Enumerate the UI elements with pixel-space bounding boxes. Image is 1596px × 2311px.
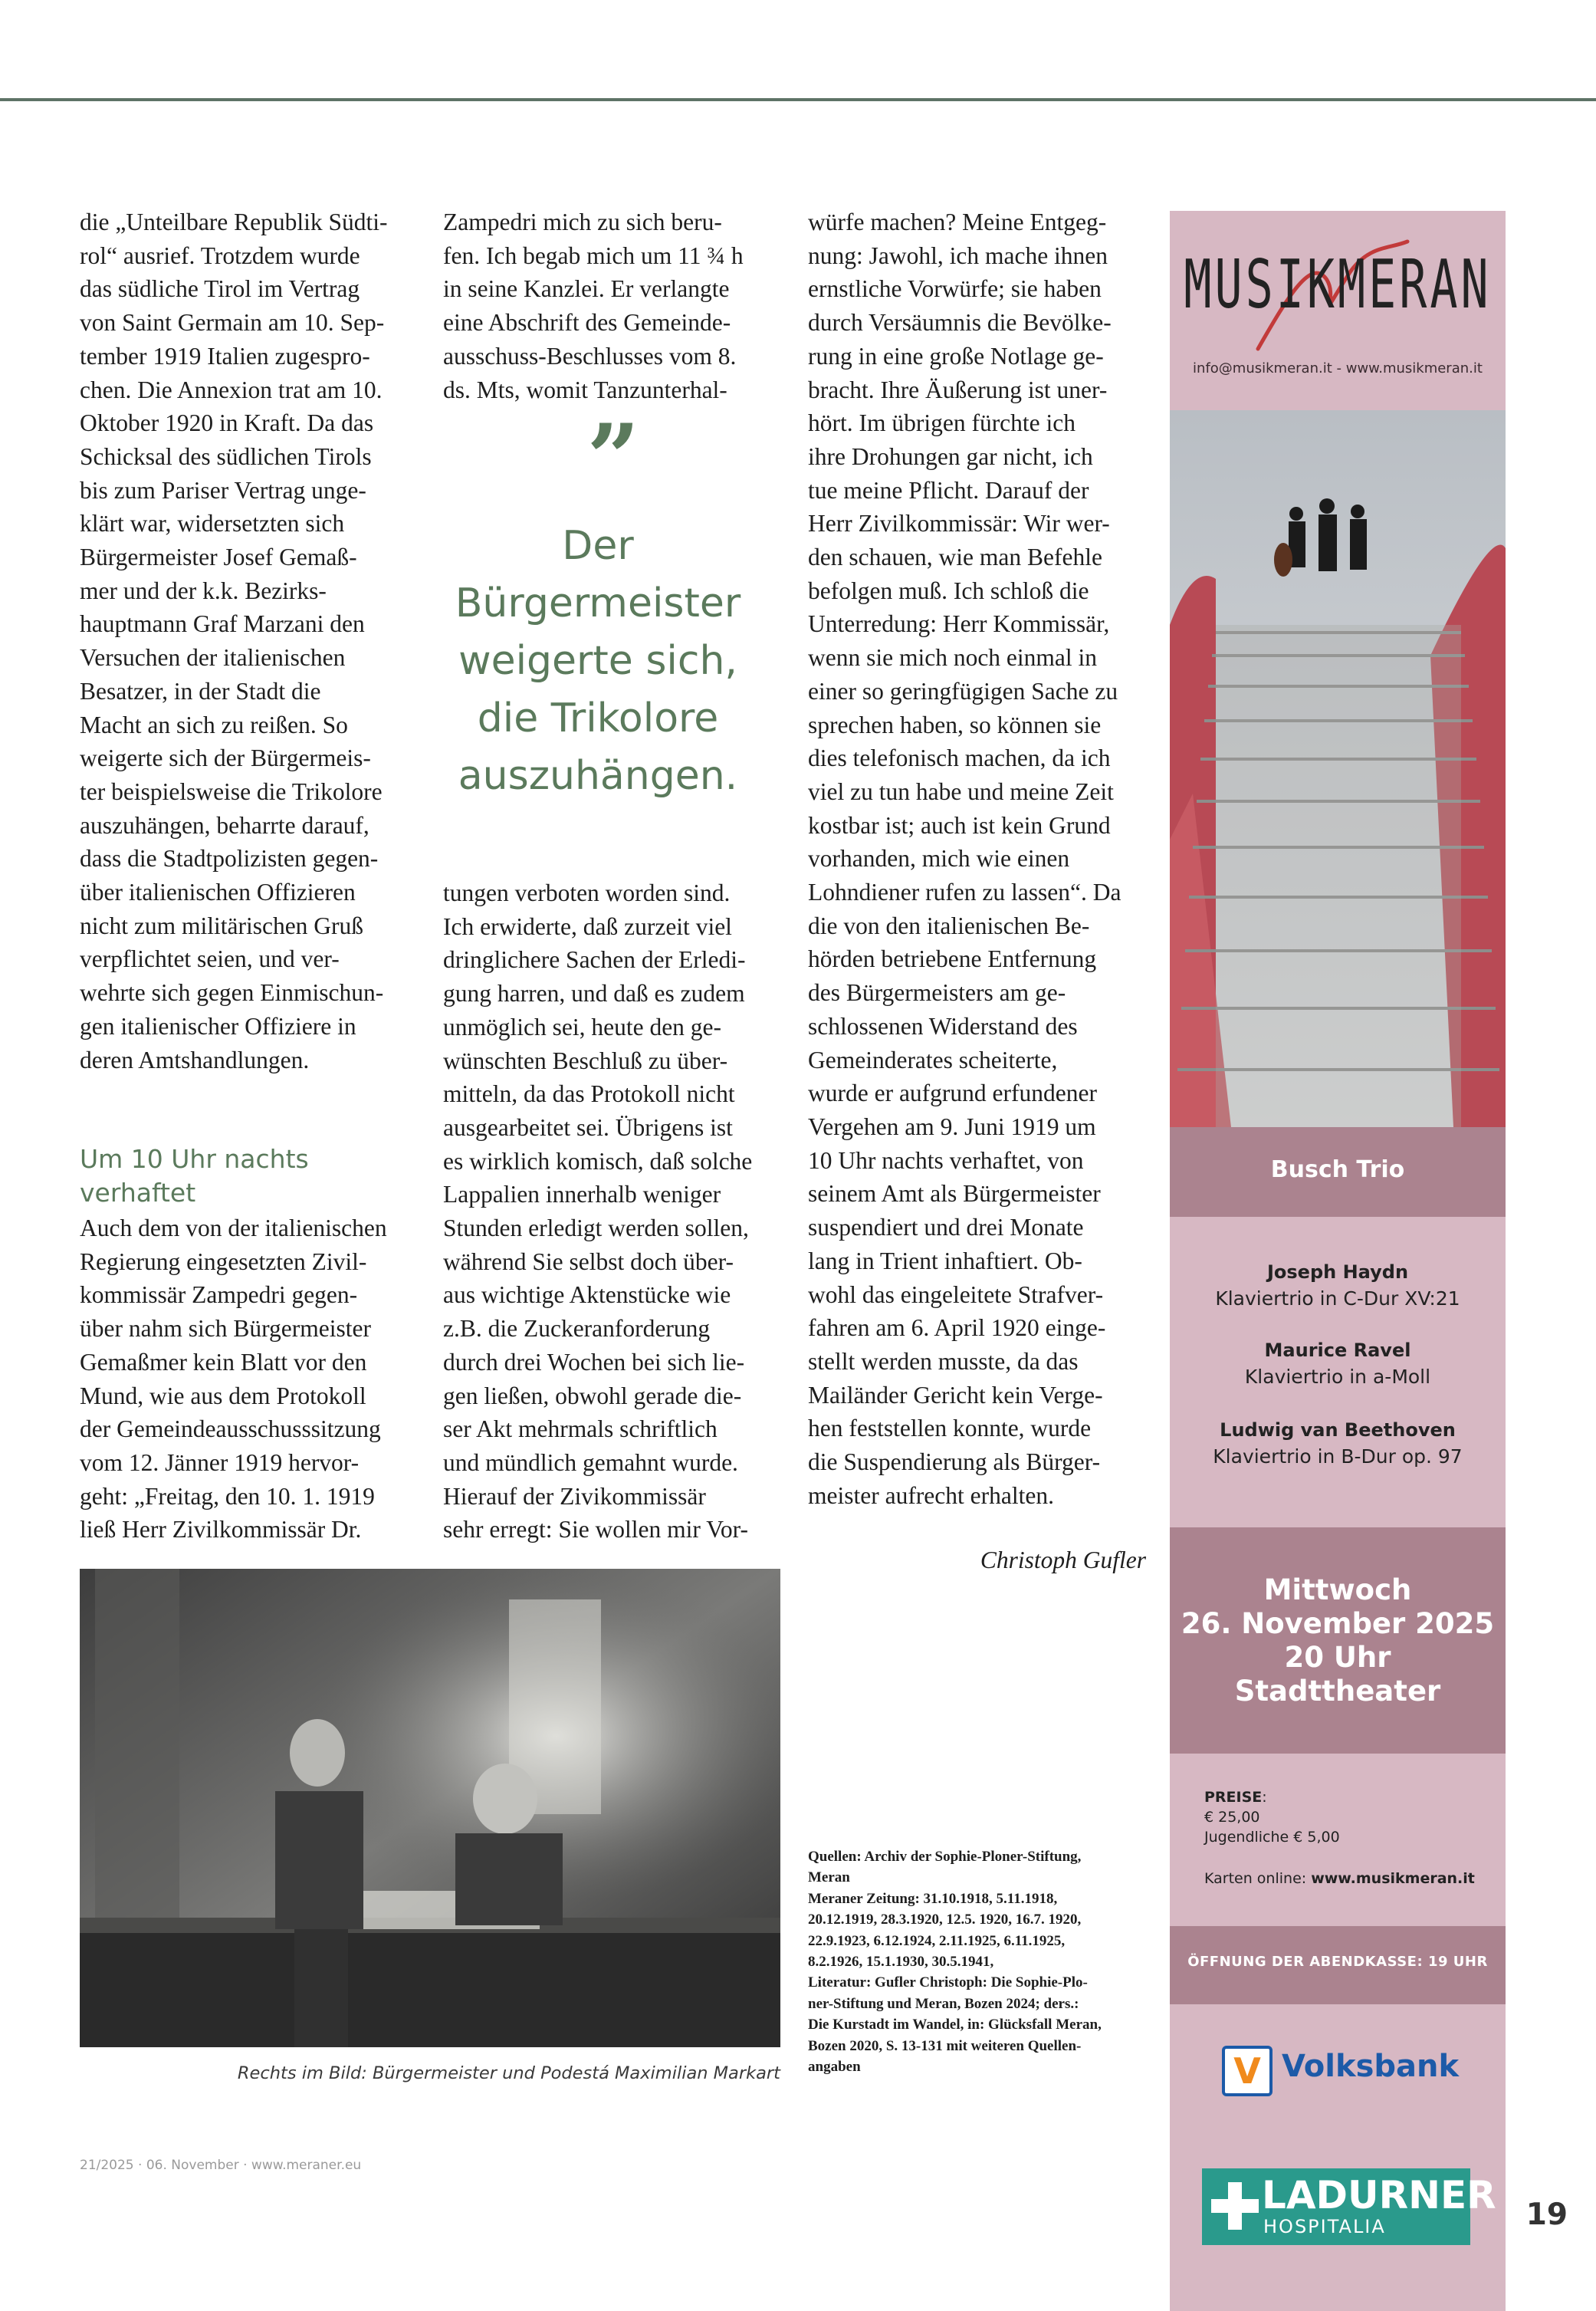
date-venue: Stadttheater [1234,1675,1441,1708]
tickets-link[interactable]: www.musikmeran.it [1311,1870,1475,1887]
top-rule [0,98,1596,101]
volksbank-name: Volksbank [1282,2049,1460,2084]
program-composer: Joseph Haydn [1266,1261,1409,1283]
photo-caption: Rechts im Bild: Bürgermeister und Podestá Maximilian Markart [237,2063,780,2083]
subheading: Um 10 Uhr nachts verhaftet [80,1144,309,1208]
program-list [1170,1217,1506,1527]
ladurner-logo [1202,2168,1496,2245]
date-day: 26. November 2025 [1181,1607,1495,1640]
ad-title-band [1170,1127,1506,1217]
concert-advertisement [1170,211,1506,2237]
date-band [1170,1527,1506,1754]
historic-photo [80,1569,780,2047]
date-weekday: Mittwoch [1263,1573,1412,1606]
volksbank-v-icon: V [1222,2046,1273,2096]
program-piece: Klaviertrio in C-Dur XV:21 [1215,1287,1460,1310]
quote-mark-icon: ” [586,404,640,512]
column-2-text-bottom: tungen verboten worden sind. Ich erwiderte, daß zurzeit viel dringlichere Sachen der Erledi- gung harren, und daß es zudem unmöglich sei, heute den ge- wünschten Beschluß zu über- mitteln, da das Protokoll nicht ausgearbeitet sei. Übrigens ist es wirklich komisch, daß solche Lappalien innerhalb weniger Stunden erledigt werden sollen, während Sie selbst doch über- aus wichtige Aktenstücke wie z.B. die Zuckeranforderung durch drei Wochen bei sich lie- gen ließen, obwohl gerade die- ser Akt mehrmals schriftlich und mündlich gemahnt wurde. Hierauf der Zivikommissär sehr erregt: Sie wollen mir Vor- [443,879,753,1543]
footer-info: 21/2025 · 06. November · www.meraner.eu [80,2158,362,2173]
sponsors [1170,2004,1506,2311]
trio-photo [1170,410,1506,1127]
author-byline: Christoph Gufler [980,1547,1146,1573]
ladurner-sub: HOSPITALIA [1263,2216,1386,2237]
musikmeran-logo [1170,211,1506,410]
program-composer: Maurice Ravel [1264,1340,1411,1361]
price-full: € 25,00 [1204,1809,1260,1826]
volksbank-logo [1222,2041,1460,2102]
box-office-hours: ÖFFNUNG DER ABENDKASSE: 19 UHR [1187,1954,1488,1970]
program-piece: Klaviertrio in B-Dur op. 97 [1213,1445,1463,1468]
musikmeran-wordmark: MUSIKMERAN [1184,246,1492,324]
ad-contact: info@musikmeran.it - www.musikmeran.it [1193,360,1483,376]
box-office-band [1170,1926,1506,2004]
column-2-text-top: Zampedri mich zu sich beru- fen. Ich begab mich um 11 ¾ h in seine Kanzlei. Er verlangte eine Abschrift des Gemeinde- ausschuss-Beschlusses vom 8. ds. Mts, womit Tanzunterhal- [443,209,744,403]
program-composer: Ludwig van Beethoven [1220,1419,1456,1441]
price-youth: Jugendliche € 5,00 [1204,1829,1340,1846]
column-1-text-continued: Auch dem von der italienischen Regierung eingesetzten Zivil- kommissär Zampedri gegen- über nahm sich Bürgermeister Gemaßmer kein Blatt vor den Mund, wie aus dem Protokoll der Gemeindeausschusssitzung vom 12. Jänner 1919 hervor- geht: „Freitag, den 10. 1. 1919 ließ Herr Zivilkommissär Dr. [80,1215,387,1543]
cross-icon [1211,2182,1259,2230]
ladurner-name: LADURNER [1262,2173,1496,2217]
tickets-online: Karten online: www.musikmeran.it [1204,1870,1475,1887]
price-label: PREISE: [1204,1789,1267,1806]
ad-title: Busch Trio [1270,1156,1405,1183]
pull-quote: Der Bürgermeister weigerte sich, die Trikolore auszuhängen. [455,523,741,799]
page-number: 19 [1525,2198,1568,2232]
program-piece: Klaviertrio in a-Moll [1244,1366,1431,1388]
column-3-text: würfe machen? Meine Entgeg- nung: Jawohl, ich mache ihnen ernstliche Vorwürfe; sie haben durch Versäumnis die Bevölke- rung in eine große Notlage ge- bracht. Ihre Äußerung ist uner- hört. Im übrigen fürchte ich ihre Drohungen gar nicht, ich tue meine Pflicht. Darauf der Herr Zivilkommissär: Wir wer- den schauen, wie man Befehle befolgen muß. Ich schloß die Unterredung: Herr Kommissär, wenn sie mich noch einmal in einer so geringfügigen Sache zu sprechen haben, so können sie dies telefonisch machen, da ich viel zu tun habe und meine Zeit kostbar ist; auch ist kein Grund vorhanden, mich wie einen Lohndiener rufen zu lassen“. Da die von den italienischen Be- hörden betriebene Entfernung des Bürgermeisters am ge- schlossenen Widerstand des Gemeinderates scheiterte, wurde er aufgrund erfundener Vergehen am 9. Juni 1919 um 10 Uhr nachts verhaftet, von seinem Amt als Bürgermeister suspendiert und drei Monate lang in Trient inhaftiert. Ob- wohl das eingeleitete Strafver- fahren am 6. April 1920 einge- stellt werden musste, da das Mailänder Gericht kein Verge- hen feststellen konnte, wurde die Suspendierung als Bürger- meister aufrecht erhalten. [808,209,1121,1509]
sources-note: Quellen: Archiv der Sophie-Ploner-Stiftung, Meran Meraner Zeitung: 31.10.1918, 5.11.1918, 20.12.1919, 28.3.1920, 12.5. 1920, 16.7. 1920, 22.9.1923, 6.12.1924, 2.11.1925, 6.11.1925, 8.2.1926, 15.1.1930, 30.5.1941, Literatur: Gufler Christoph: Die Sophie-Plo- ner-Stiftung und Meran, Bozen 2024; ders.: Die Kurstadt im Wandel, in: Glücksfall Meran, Bozen 2020, S. 13-131 mit weiteren Quellen- angaben [808,1849,1102,2076]
date-time: 20 Uhr [1284,1641,1391,1674]
column-1-text: die „Unteilbare Republik Südti- rol“ ausrief. Trotzdem wurde das südliche Tirol im Vertrag von Saint Germain am 10. Sep- tember 1919 Italien zugespro- chen. Die Annexion trat am 10. Oktober 1920 in Kraft. Da das Schicksal des südlichen Tirols bis zum Pariser Vertrag unge- klärt war, widersetzten sich Bürgermeister Josef Gemaß- mer und der k.k. Bezirks- hauptmann Graf Marzani den Versuchen der italienischen Besatzer, in der Stadt die Macht an sich zu reißen. So weigerte sich der Bürgermeis- ter beispielsweise die Trikolore auszuhängen, beharrte darauf, dass die Stadtpolizisten gegen- über italienischen Offizieren nicht zum militärischen Gruß verpflichtet seien, und ver- wehrte sich gegen Einmischun- gen italienischer Offiziere in deren Amtshandlungen. [80,209,388,1073]
price-band [1170,1754,1506,1926]
